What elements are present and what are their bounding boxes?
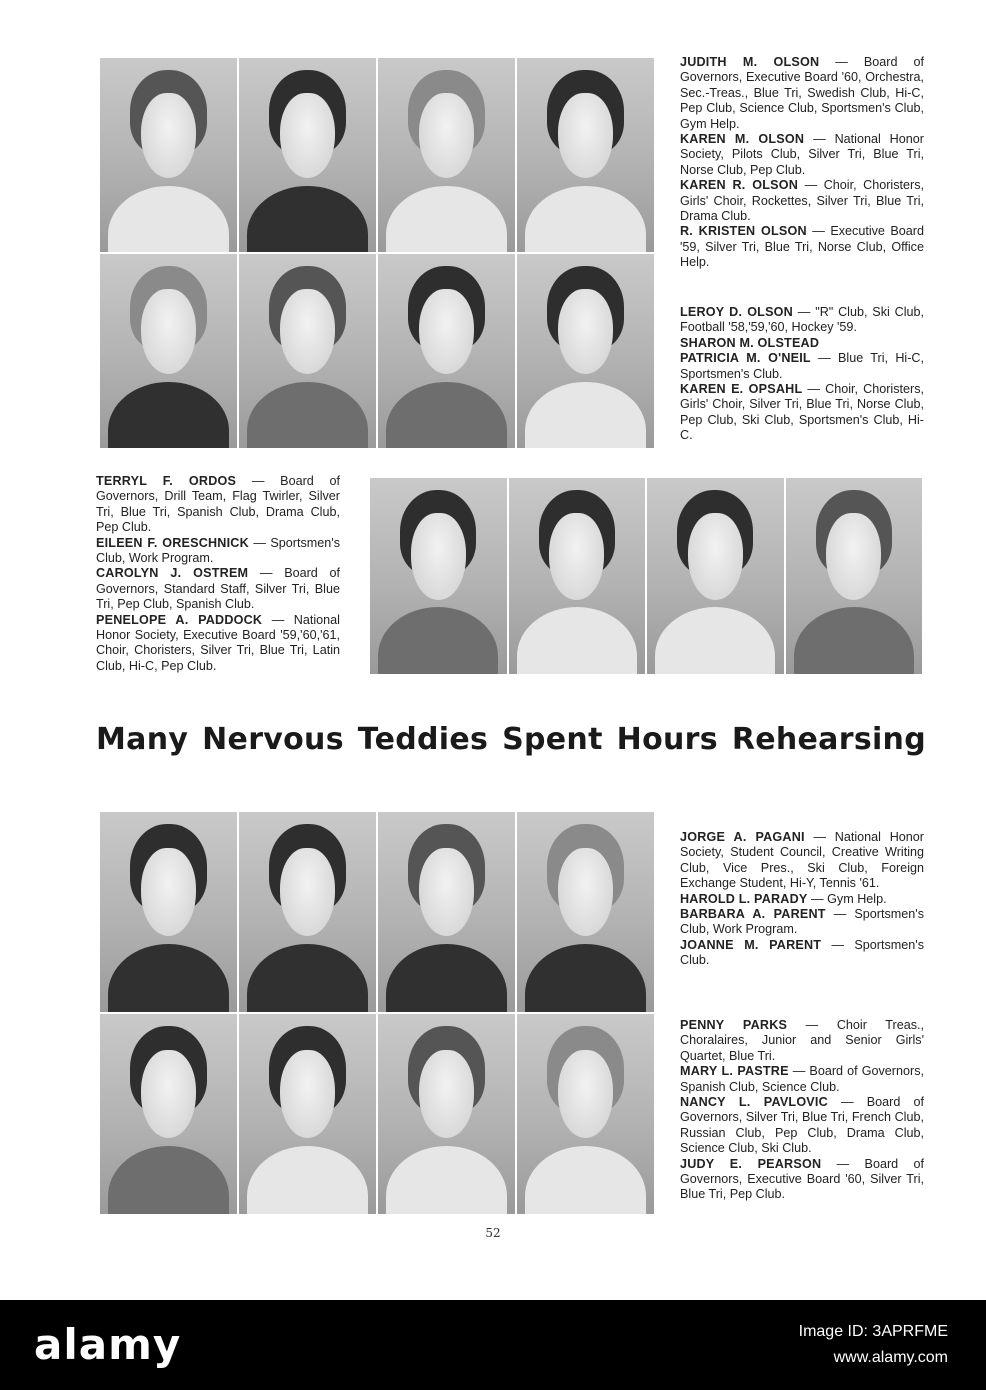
caption-entry <box>96 474 340 536</box>
caption-entry <box>680 1064 924 1095</box>
portrait-jorge-pagani <box>100 812 237 1012</box>
student-activities: — Blue Tri, Hi-C, Sportsmen's Club. <box>680 351 924 381</box>
student-activities: — Board of Governors, Executive Board '60, Orchestra, Sec.-Treas., Blue Tri, Swedish Club, Hi-C, Pep Club, Science Club, Sportsmen's Club, Gym Help. <box>680 55 924 131</box>
student-name: EILEEN F. ORESCHNICK <box>96 535 249 550</box>
portrait-carolyn-ostrem <box>647 478 784 674</box>
student-activities: — National Honor Society, Pilots Club, Silver Tri, Blue Tri, Norse Club, Pep Club. <box>680 132 924 177</box>
student-activities: — Board of Governors, Spanish Club, Science Club. <box>680 1064 924 1094</box>
image-id: Image ID: 3APRFME <box>798 1323 948 1340</box>
caption-entry <box>680 382 924 444</box>
student-name: PENNY PARKS <box>680 1018 788 1032</box>
stock-footer-bar <box>0 1300 986 1390</box>
portrait-patricia-oneil <box>378 254 515 448</box>
caption-entry <box>96 536 340 567</box>
student-activities: — National Honor Society, Student Council, Creative Writing Club, Vice Pres., Ski Club, Foreign Exchange Student, Hi-Y, Tennis '61. <box>680 830 924 891</box>
portrait-eileen-oreschnick <box>509 478 646 674</box>
student-name: KAREN M. OLSON <box>680 132 805 147</box>
caption-entry <box>680 892 924 907</box>
student-activities: — Board of Governors, Silver Tri, Blue Tri, French Club, Russian Club, Pep Club, Drama Club, Science Club, Ski Club. <box>680 1095 924 1156</box>
footer-info <box>799 1323 948 1367</box>
alamy-logo: alamy <box>34 1320 182 1369</box>
student-activities: — Board of Governors, Standard Staff, Silver Tri, Blue Tri, Pep Club, Spanish Club. <box>96 566 340 612</box>
page-number: 52 <box>485 1226 501 1240</box>
caption-entry <box>680 55 924 132</box>
student-activities: — National Honor Society, Executive Board '59,'60,'61, Choir, Choristers, Silver Tri, Blue Tri, Latin Club, Hi-C, Pep Club. <box>96 612 340 673</box>
portrait-karen-r-olson <box>378 58 515 252</box>
portrait-leroy-olson <box>100 254 237 448</box>
portrait-karen-opsahl <box>517 254 654 448</box>
portrait-barbara-parent <box>378 812 515 1012</box>
caption-entry <box>96 566 340 612</box>
student-activities: — Executive Board '59, Silver Tri, Blue Tri, Norse Club, Office Help. <box>680 224 924 270</box>
student-name: R. KRISTEN OLSON <box>680 224 807 239</box>
student-name: PATRICIA M. O'NEIL <box>680 351 811 366</box>
caption-entry <box>96 613 340 675</box>
student-name: CAROLYN J. OSTREM <box>96 566 249 581</box>
caption-entry <box>680 938 924 969</box>
student-activities: — Choir Treas., Choralaires, Junior and Senior Girls' Quartet, Blue Tri. <box>680 1018 924 1063</box>
portrait-grid-top <box>100 58 654 448</box>
portrait-penelope-paddock <box>786 478 923 674</box>
student-name: SHARON M. OLSTEAD <box>680 335 820 350</box>
portrait-sharon-olstead <box>239 254 376 448</box>
caption-entry <box>680 830 924 892</box>
caption-entry <box>680 336 924 351</box>
student-name: HAROLD L. PARADY <box>680 891 808 906</box>
caption-block-lower <box>680 830 924 969</box>
student-name: JUDY E. PEARSON <box>680 1156 822 1171</box>
caption-block-top <box>680 55 924 271</box>
caption-entry <box>680 305 924 336</box>
portrait-joanne-parent <box>517 812 654 1012</box>
student-name: MARY L. PASTRE <box>680 1064 789 1079</box>
caption-entry <box>680 907 924 938</box>
caption-entry <box>680 1018 924 1064</box>
caption-entry <box>680 132 924 178</box>
student-name: KAREN R. OLSON <box>680 178 799 193</box>
portrait-terryl-ordos <box>370 478 507 674</box>
page-headline: Many Nervous Teddies Spent Hours Rehearsing <box>96 722 926 757</box>
portrait-harold-parady <box>239 812 376 1012</box>
student-activities: — Gym Help. <box>807 891 887 906</box>
portrait-grid-bottom <box>100 812 654 1214</box>
caption-entry <box>680 178 924 224</box>
student-name: JUDITH M. OLSON <box>680 55 820 69</box>
student-activities: — Sportsmen's Club, Work Program. <box>680 907 924 937</box>
student-activities: — "R" Club, Ski Club, Football '58,'59,'60, Hockey '59. <box>680 305 925 335</box>
caption-entry <box>680 1157 924 1203</box>
portrait-karen-m-olson <box>239 58 376 252</box>
student-activities: — Sportsmen's Club. <box>680 937 924 968</box>
student-activities: — Choir, Choristers, Girls' Choir, Rockettes, Silver Tri, Blue Tri, Drama Club. <box>680 178 925 224</box>
caption-block-bottom <box>680 1018 924 1203</box>
student-activities: — Board of Governors, Drill Team, Flag Twirler, Silver Tri, Blue Tri, Spanish Club, Drama Club, Pep Club. <box>96 474 341 535</box>
portrait-judy-pearson <box>517 1014 654 1214</box>
student-name: JORGE A. PAGANI <box>680 830 805 844</box>
portrait-mary-pastre <box>239 1014 376 1214</box>
student-activities: — Choir, Choristers, Girls' Choir, Silver Tri, Blue Tri, Norse Club, Pep Club, Ski Club, Sportsmen's Club, Hi-C. <box>680 382 924 443</box>
student-name: LEROY D. OLSON <box>680 305 793 319</box>
caption-entry <box>680 1095 924 1157</box>
student-name: KAREN E. OPSAHL <box>680 382 803 397</box>
footer-url: www.alamy.com <box>833 1349 948 1366</box>
portrait-penny-parks <box>100 1014 237 1214</box>
caption-entry <box>680 351 924 382</box>
student-name: JOANNE M. PARENT <box>680 937 822 952</box>
student-name: NANCY L. PAVLOVIC <box>680 1095 828 1110</box>
student-name: PENELOPE A. PADDOCK <box>96 612 263 627</box>
portrait-kristen-olson <box>517 58 654 252</box>
caption-block-middle <box>96 474 340 674</box>
caption-entry <box>680 224 924 270</box>
portrait-row-middle <box>370 478 922 674</box>
portrait-judith-olson <box>100 58 237 252</box>
student-name: TERRYL F. ORDOS <box>96 474 237 488</box>
student-activities: — Sportsmen's Club, Work Program. <box>96 535 340 566</box>
caption-block-second <box>680 305 924 444</box>
student-activities: — Board of Governors, Executive Board '60, Silver Tri, Blue Tri, Pep Club. <box>680 1156 924 1202</box>
portrait-nancy-pavlovic <box>378 1014 515 1214</box>
student-name: BARBARA A. PARENT <box>680 907 826 922</box>
